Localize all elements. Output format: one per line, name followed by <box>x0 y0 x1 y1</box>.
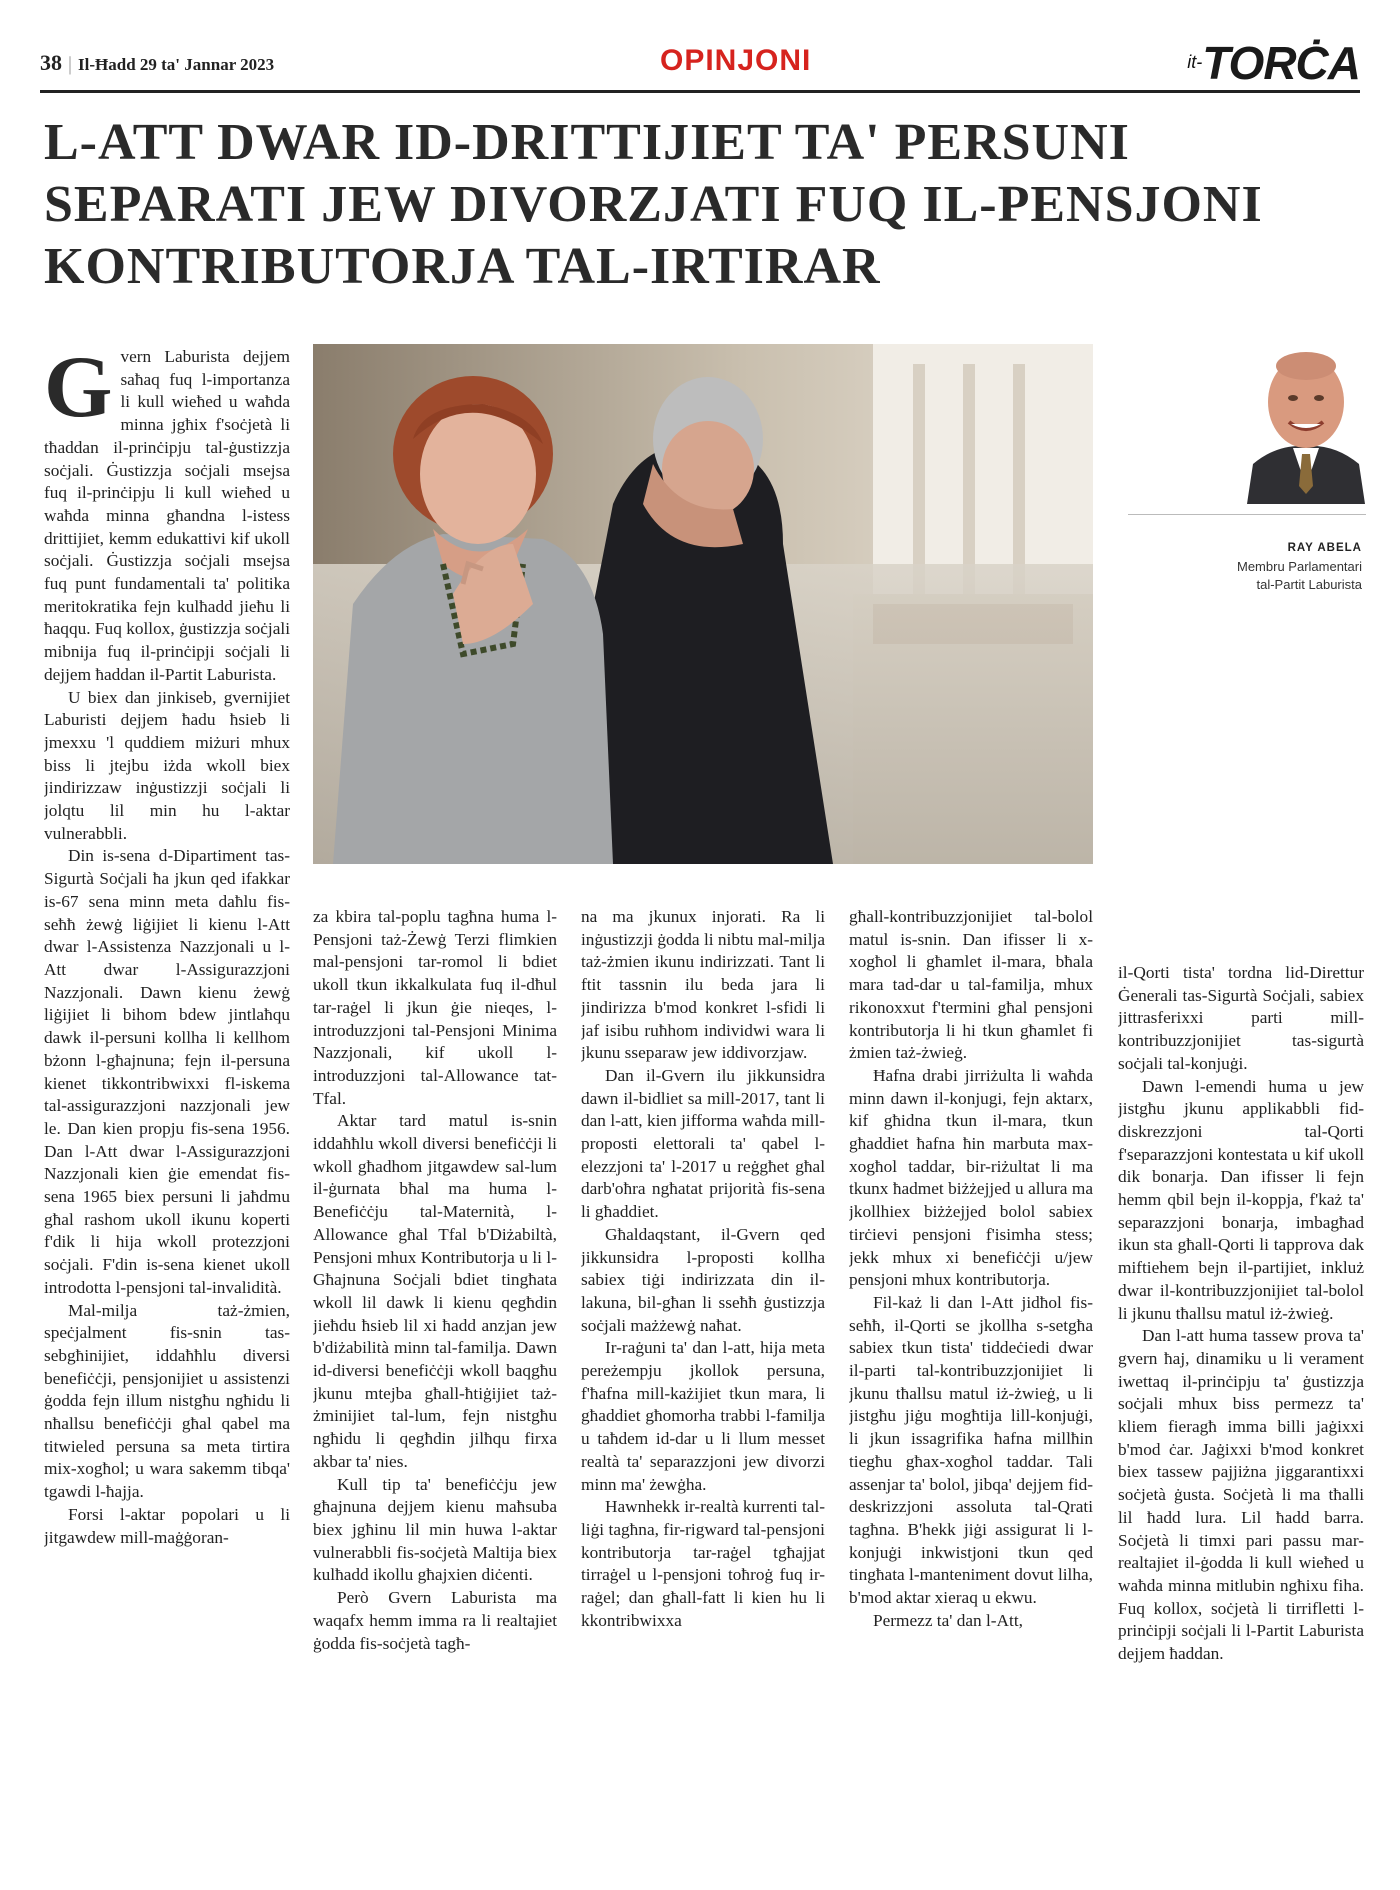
section-title: OPINJONI <box>660 44 812 77</box>
couple-photo-illustration <box>313 344 1093 864</box>
author-name: RAY ABELA <box>1287 542 1362 554</box>
article-column-1 <box>44 346 290 1876</box>
paragraph: Fil-każ li dan l-Att jidħol fis-seħħ, il-Qorti se jkollha s-setgħa sabiex tkun tista' tiddeċiedi dwar il-parti tal-kontribuzzjonijiet li jkunu tħallsu matul iż-żwieġ, u li jistgħu jiġu mogħtija lill-konjuġi, li jkun issagrifika ħafna millħin tiegħu għax-xogħol taddar. Tali assenjar ta' bolol, jibqa' dejjem fid-deskrizzjoni assoluta tal-Qrati tagħna. B'hekk jiġi assigurat li l-konjuġi inkwistjoni tkun qed tingħata l-manteniment dovut lilha, b'mod aktar xieraq u ekwu. <box>849 1292 1093 1608</box>
article-headline <box>44 112 1364 298</box>
paragraph: Dan l-att huma tassew prova ta' gvern ħaj, dinamiku u li verament iwettaq il-prinċipju ta' ġustizzja soċjali mhux biss permezz ta' kliem fieragħ imma billi jaġixxi b'mod ċar. Jaġixxi b'mod konkret biex tassew pajjiżna jiggarantixxi soċjetà ġusta. Soċjetà li ma tħalli lil ħadd lura. Lil ħadd barra. Soċjetà li timxi pari passu mar-realtajiet il-ġodda li kull wieħed u waħda minna mitlubin ngħixu fiha. Fuq kollox, soċjetà li tirrifletti l-prinċipji soċjali li l-Partit Laburista dejjem ħaddan. <box>1118 1326 1364 1664</box>
paragraph: Dan il-Gvern ilu jikkunsidra dawn il-bidliet sa mill-2017, tant li dan l-att, kien jifforma waħda mill-proposti elettorali ta' qabel l-elezzjoni ta' l-2017 u reġgħet għal darb'oħra ngħatat prijorità fis-sena li għaddiet. <box>581 1065 825 1222</box>
paragraph: Għaldaqstant, il-Gvern qed jikkunsidra l-proposti kollha sabiex tiġi indirizzata din il-lakuna, bil-għan li sseħħ ġustizzja soċjali mażżewġ naħat. <box>581 1224 825 1335</box>
paragraph: Ħafna drabi jirriżulta li waħda minn dawn il-konjugi, fejn aktarx, kif għidna tkun il-mara, tkun għaddiet ħafna ħin marbuta max-xogħol taddar, bir-riżultat li ma tkunx ħadmet biżżejjed u allura ma jkollhiex biżżejjed bolol sabiex tirċievi pensjoni f'isimha stess; jekk mhux xi benefiċċji u/jew pensjoni mhux kontributorja. <box>849 1065 1093 1290</box>
paragraph: il-Qorti tista' tordna lid-Direttur Ġenerali tas-Sigurtà Soċjali, sabiex jittrasferixxi parti mill-kontribuzzjonijiet tas-sigurtà soċjali tal-konjuġi. <box>1118 963 1364 1073</box>
masthead-name: TORĊA <box>1202 37 1360 89</box>
issue-date: Il-Ħadd 29 ta' Jannar 2023 <box>78 55 275 74</box>
main-article-photo <box>313 344 1093 864</box>
paragraph: Hawnhekk ir-realtà kurrenti tal-liġi tagħna, fir-rigward tal-pensjoni kontributorja tar-raġel tgħajjat tirraġel u l-pensjoni toħroġ fuq ir-raġel; dan għall-fatt li kien hu li kkontribwixxa <box>581 1497 825 1630</box>
author-role-line-1: Membru Parlamentari <box>1237 559 1362 574</box>
paragraph: Ir-raġuni ta' dan l-att, hija meta pereżempju jkollok persuna, f'ħafna mill-każijiet tkun mara, li għaddiet għomorha trabbi l-familja u taħdem id-dar u li llum messet realtà ta' separazzjoni jew divorzi minn ma' żewġha. <box>581 1338 825 1494</box>
paragraph: Però Gvern Laburista ma waqafx hemm imma ra li realtajiet ġodda fis-soċjetà tagħ- <box>313 1588 557 1653</box>
headline-line-3: KONTRIBUTORJA TAL-IRTIRAR <box>44 238 881 295</box>
drop-cap: G <box>44 346 113 436</box>
paragraph: Kull tip ta' benefiċċju jew għajnuna dejjem kienu maħsuba biex jgħinu lil min huwa l-aktar vulnerabbli fis-soċjetà Maltija biex kulħadd ikollu għajxien diċenti. <box>313 1474 557 1585</box>
paragraph: Aktar tard matul is-snin iddaħħlu wkoll diversi benefiċċji li wkoll għadhom jitgawdew sal-lum il-ġurnata bħal ma huma l-Benefiċċju tal-Maternità, l-Allowance għal Tfal b'Diżabiltà, Pensjoni mhux Kontributorja u li l-Għajnuna Soċjali bdiet tingħata wkoll lil dawk li kienu qegħdin jieħdu ħsieb lil xi ħadd anzjan jew b'diżabilità minn tal-familja. Dawn id-diversi benefiċċji wkoll baqgħu jkunu mtejba għall-ħtiġijiet taż-żminijiet tal-lum, fejn nistgħu ngħidu li qegħdin jilħqu firxa akbar ta' nies. <box>313 1111 557 1471</box>
paragraph-text: vern Laburista dejjem saħaq fuq l-importanza li kull wieħed u waħda minna jgħix f'soċjetà li tħaddan il-prinċipju tal-ġustizzja soċjali. Ġustizzja soċjali msejsa fuq il-prinċipju li kull wieħed u waħda minna għandna l-istess drittijiet, kemm edukattivi kif ukoll soċjali. Ġustizzja soċjali msejsa fuq punt fundamentali ta' politika meritokratika fejn kulħadd jieħu li ħaqqu. Fuq kollox, ġustizzja soċjali mibnija fuq il-prinċipji soċjali li dejjem ħaddan il-Partit Laburista. <box>44 347 290 684</box>
article-column-5 <box>1118 962 1364 1876</box>
paragraph: Permezz ta' dan l-Att, <box>873 1610 1023 1630</box>
paragraph: Dawn l-emendi huma u jew jistgħu jkunu applikabbli fid-diskrezzjoni tal-Qorti f'separazzjoni kontestata u kif ukoll dik bonarja. Dan ifisser li fejn hemm qbil bejn il-koppja, f'każ ta' separazzjoni bonarja, imbagħad ikun sta għall-Qorti li tapprova dak miftiehem bejn il-partijiet, inkluż dwar il-kontribuzzjonijiet tal-bolol li jkunu tħallsu matul iż-żwieġ. <box>1118 1076 1364 1323</box>
paragraph: Mal-milja taż-żmien, speċjalment fis-snin tas-sebgħinijiet, iddaħħlu diversi benefiċċji, pensjonijiet u assistenzi ġodda fejn illum nistgħu ngħidu li nħallsu benefiċċji għal qabel ma titwieled persuna sa meta tirtira mix-xogħol; u wara sakemm tibqa' tgawdi l-ħajja. <box>44 1300 290 1502</box>
paragraph <box>44 346 290 687</box>
headline-line-2: SEPARATI JEW DIVORZJATI FUQ IL-PENSJONI <box>44 176 1263 233</box>
author-portrait-illustration <box>1247 336 1365 504</box>
masthead-prefix: it- <box>1187 52 1203 72</box>
paragraph: za kbira tal-poplu tagħna huma l-Pensjoni taż-Żewġ Terzi flimkien mal-pensjoni tar-romol li bdiet ukoll tkun ikkalkulata fuq il-dħul tar-raġel li jkun ġie nieqes, l-introduzzjoni tal-Pensjoni Minima Nazzjonali, kif ukoll l-introduzzjoni tal-Allowance tat-Tfal. <box>313 907 557 1108</box>
masthead-logo <box>1187 36 1360 90</box>
paragraph: U biex dan jinkiseb, gvernijiet Laburisti dejjem ħadu ħsieb li jmexxu 'l quddiem miżuri mhux biss li jtejbu iżda wkoll biex jindirizzaw inġustizzji soċjali li jolqtu lil min hu l-aktar vulnerabbli. <box>44 687 290 843</box>
article-column-4 <box>849 906 1093 1876</box>
headline-line-1: L-ATT DWAR ID-DRITTIJIET TA' PERSUNI <box>44 114 1130 171</box>
page-header <box>40 37 1360 93</box>
header-separator: | <box>68 53 73 75</box>
paragraph: Forsi l-aktar popolari u li jitgawdew mill-maġġoran- <box>44 1504 290 1547</box>
article-column-3 <box>581 906 825 1876</box>
author-divider <box>1128 514 1366 515</box>
author-role <box>1237 558 1362 594</box>
page-info <box>40 50 274 76</box>
author-role-line-2: tal-Partit Laburista <box>1256 577 1362 592</box>
paragraph: għall-kontribuzzjonijiet tal-bolol matul is-snin. Dan ifisser li x-xogħol li għamlet il-mara, bħala mara tad-dar u tal-familja, mhux rikonoxxut f'termini għal pensjoni kontributorja li hi tkun għamlet fi żmien taż-żwieġ. <box>849 907 1093 1063</box>
page-number: 38 <box>40 50 62 75</box>
paragraph: na ma jkunux injorati. Ra li inġustizzji ġodda li nibtu mal-milja taż-żmien ikunu indirizzati. Tant li ftit tassnin ilu beda jara li jindirizza b'mod konkret l-sfidi li jaf isibu ruħhom individwi wara li jkunu sseparaw jew iddivorzjaw. <box>581 907 825 1063</box>
paragraph: Din is-sena d-Dipartiment tas-Sigurtà Soċjali ħa jkun qed ifakkar is-67 sena minn meta daħlu fis-seħħ żewġ liġijiet li kienu l-Att dwar l-Assistenza Nazzjonali u l-Att dwar l-Assigurazzjoni Nazzjonali. Dawn kienu żewġ liġijiet li bihom bdew jintlaħqu dawk il-persuni kollha li kellhom bżonn l-għajnuna; fejn il-persuna kienet tikkontribwixxi fl-iskema tal-assigurazzjoni nazzjonali jew le. Dan kien propju fis-sena 1956. Dan l-Att dwar l-Assigurazzjoni Nazzjonali kien ġie emendat fis-sena 1965 biex persuni li jaħdmu għal rashom ukoll ikunu koperti f'dik li hija wkoll protezzjoni soċjali. F'din is-sena kienet ukoll introdotta l-pensjoni tal-invalidità. <box>44 846 290 1297</box>
article-column-2 <box>313 906 557 1876</box>
author-portrait <box>1247 336 1365 504</box>
